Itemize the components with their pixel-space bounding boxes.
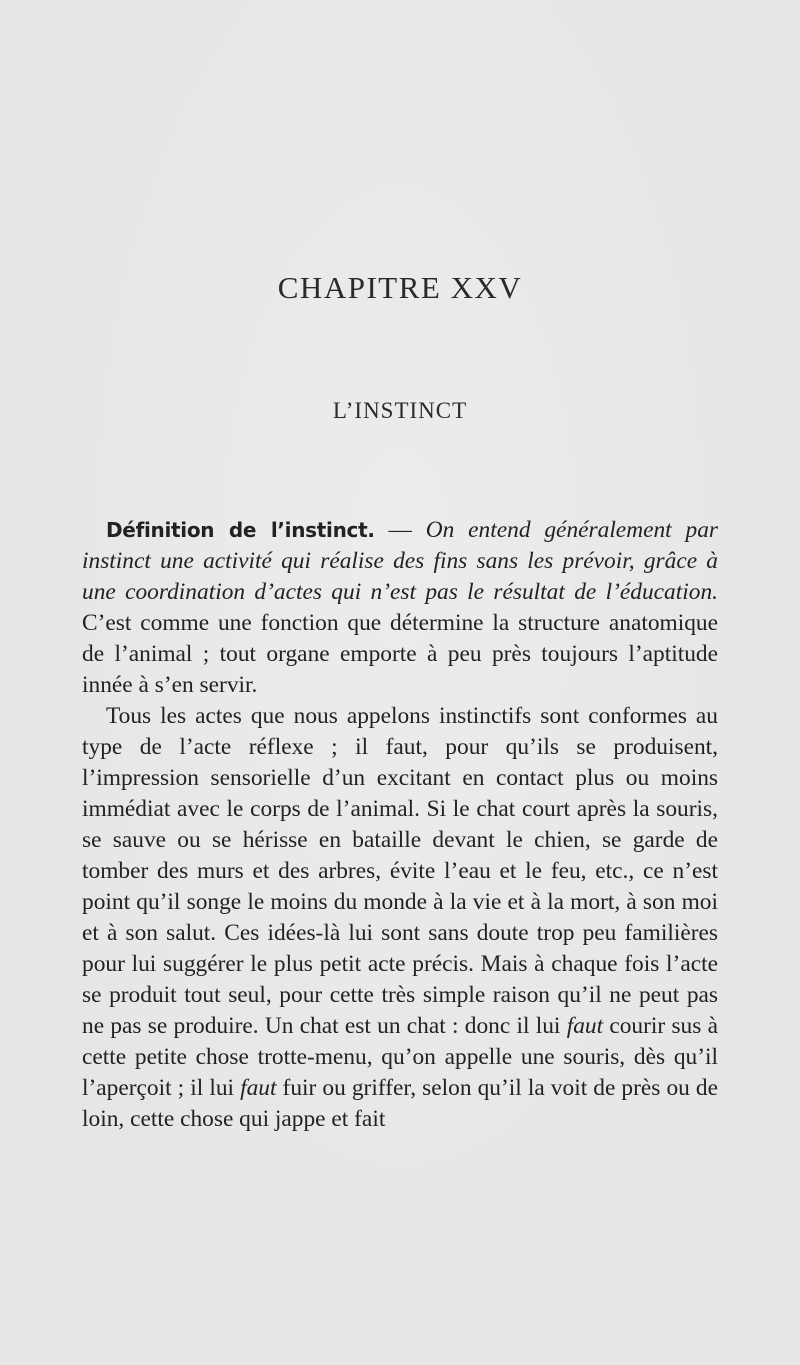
- paragraph-actes-part3: fuir ou griffer, selon qu’il la voit de près ou de loin, cette chose qui jappe et fait: [82, 1075, 718, 1132]
- emphasis-faut-2: faut: [240, 1075, 277, 1101]
- chapter-title: CHAPITRE XXV: [277, 270, 523, 305]
- em-dash: —: [374, 517, 426, 543]
- paragraph-actes: [82, 701, 718, 1135]
- emphasis-faut-1: faut: [566, 1013, 604, 1039]
- run-in-heading: Définition de l’instinct.: [106, 518, 375, 542]
- definition-italic: On entend généralement par instinct une activité qui réalise des fins sans les prévoir, grâce à une coordination d’actes qui n’est pas le résultat de l’éducation.: [82, 517, 719, 605]
- body-text: [82, 515, 718, 1135]
- section-title: L’INSTINCT: [332, 398, 468, 423]
- paragraph-definition-rest: C’est comme une fonction que détermine la structure anatomique de l’animal ; tout organe emporte à peu près toujours l’aptitude innée à s’en servir.: [82, 610, 718, 698]
- paragraph-definition: [82, 515, 718, 701]
- paragraph-actes-part2: courir sus à cette petite chose trotte-menu, qu’on appelle une souris, dès qu’il l’aperçoit ; il lui: [82, 1013, 718, 1101]
- paragraph-actes-part1: Tous les actes que nous appelons instinctifs sont conformes au type de l’acte réflexe ; il faut, pour qu’ils se produisent, l’impression sensorielle d’un excitant en contact plus ou moins immédiat avec le corps de l’animal. Si le chat court après la souris, se sauve ou se hérisse en bataille devant le chien, se garde de tomber des murs et des arbres, évite l’eau et le feu, etc., ce n’est point qu’il songe le moins du monde à la vie et à la mort, à son moi et à son salut. Ces idées-là lui sont sans doute trop peu familières pour lui suggérer le plus petit acte précis. Mais à chaque fois l’acte se produit tout seul, pour cette très simple raison qu’il ne peut pas ne pas se produire. Un chat est un chat : donc il lui: [82, 703, 718, 1039]
